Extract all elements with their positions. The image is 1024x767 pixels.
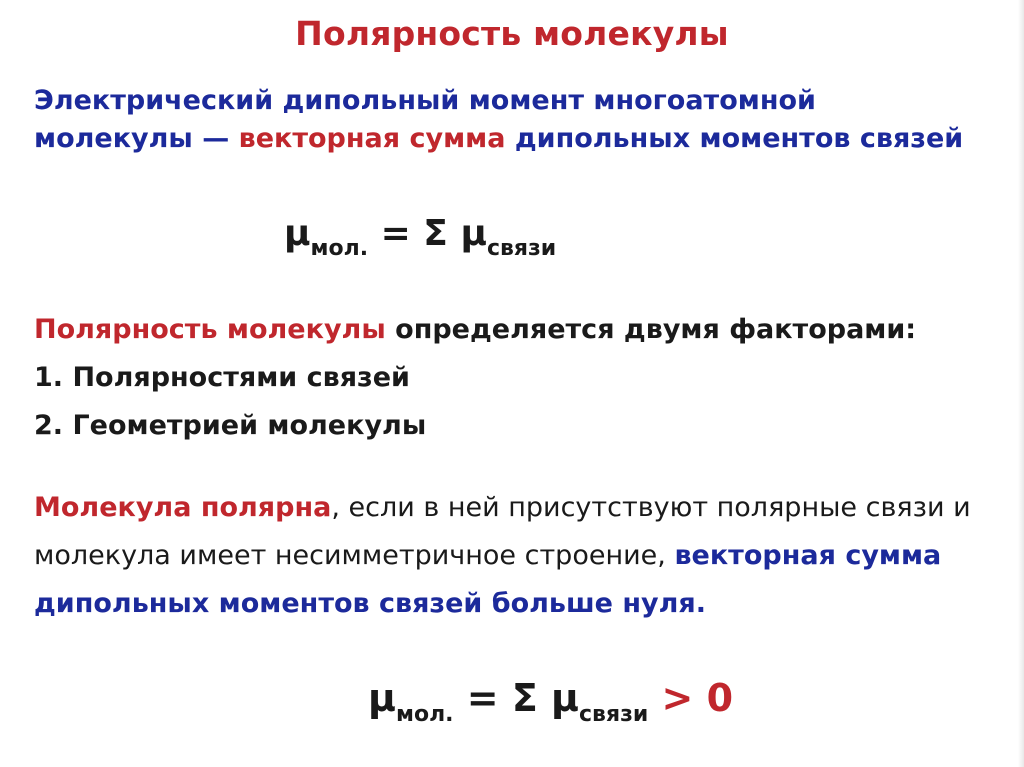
condition-red: Молекула полярна	[34, 492, 332, 523]
formula2-sub-bond: связи	[579, 702, 649, 727]
factor-item-1: 1. Полярностями связей	[34, 362, 410, 393]
formula-mu: μ	[284, 213, 311, 254]
formula-mu-bond: μ	[460, 213, 487, 254]
factor-item-2: 2. Геометрией молекулы	[34, 410, 427, 441]
formula2-mu-bond: μ	[551, 676, 580, 720]
formula-sub-mol: мол.	[310, 236, 369, 261]
formula-sub-bond: связи	[486, 236, 557, 261]
factors-block	[34, 306, 1014, 450]
formula2-greater-than-zero: > 0	[648, 676, 734, 720]
formula2-sub-mol: мол.	[395, 702, 454, 727]
dipole-formula	[284, 213, 556, 261]
definition-text-1: Электрический дипольный момент многоатомной молекулы —	[34, 85, 816, 154]
definition-text-2: дипольных моментов связей	[505, 123, 964, 154]
formula2-eq-sigma: = Σ	[453, 676, 552, 720]
slide-edge	[1018, 0, 1024, 767]
factors-intro	[34, 306, 1014, 354]
factors-intro-rest: определяется двумя факторами:	[385, 314, 917, 345]
slide-title: Полярность молекулы	[295, 14, 729, 53]
polarity-formula	[368, 676, 733, 727]
definition-paragraph	[34, 82, 984, 158]
formula2-mu: μ	[368, 676, 396, 720]
definition-highlight: векторная сумма	[238, 123, 506, 154]
factors-intro-red: Полярность молекулы	[34, 314, 386, 345]
condition-plain: , если в ней присутствуют полярные связи и молекула имеет несимметричное строение,	[34, 492, 971, 571]
polarity-condition-paragraph	[34, 484, 994, 628]
condition-blue: векторная сумма дипольных моментов связей больше нуля.	[34, 540, 942, 619]
formula-eq-sigma: = Σ	[368, 213, 461, 254]
